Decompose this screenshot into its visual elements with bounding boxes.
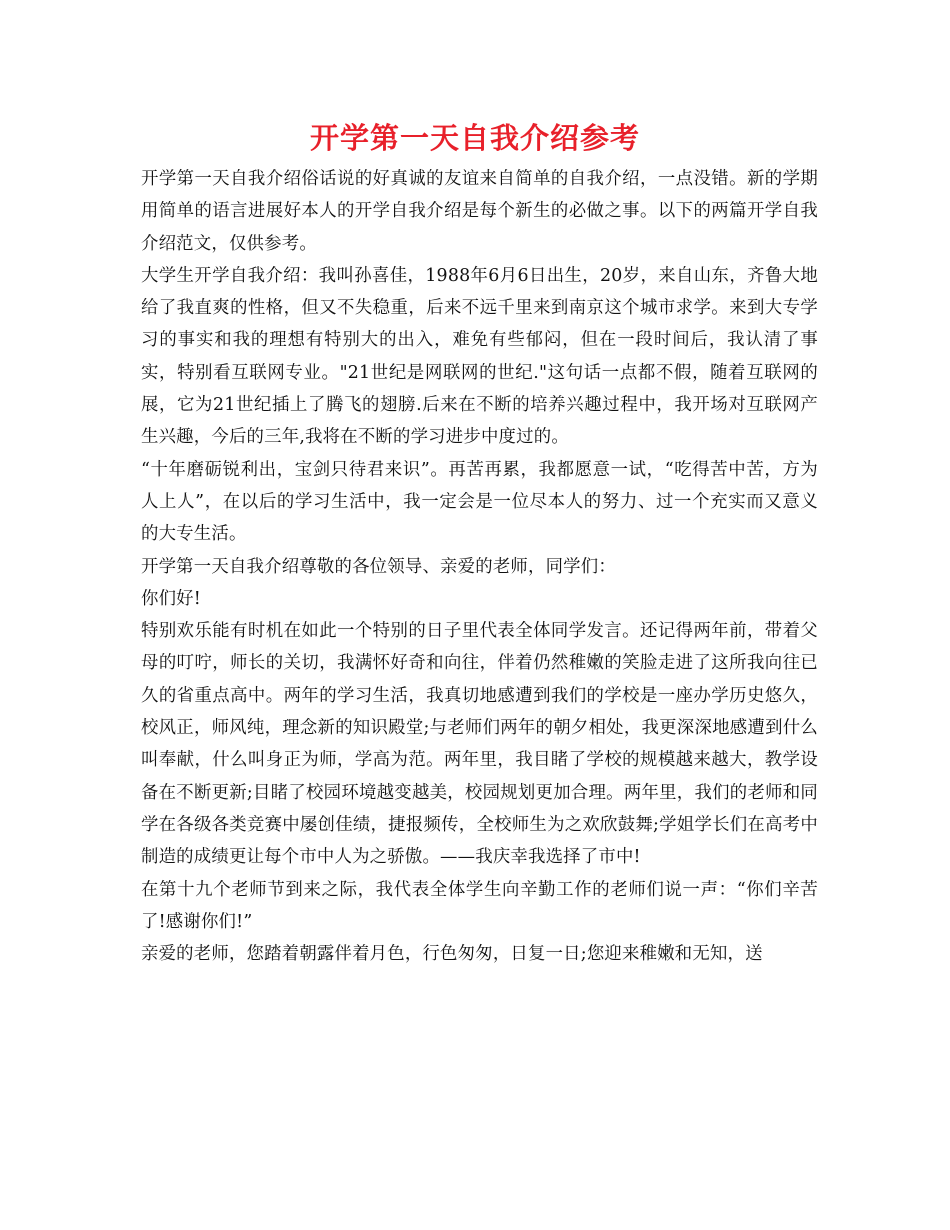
paragraph-speech-body: 特别欢乐能有时机在如此一个特别的日子里代表全体同学发言。还记得两年前，带着父母的叮咛，师长的关切，我满怀好奇和向往，伴着仍然稚嫩的笑脸走进了这所我向往已久的省重点高中。两年的学习生活，我真切地感遭到我们的学校是一座办学历史悠久，校风正，师风纯，理念新的知识殿堂;与老师们两年的朝夕相处，我更深深地感遭到什么叫奉献，什么叫身正为师，学高为范。两年里，我目睹了学校的规模越来越大，教学设备在不断更新;目睹了校园环境越变越美，校园规划更加合理。两年里，我们的老师和同学在各级各类竞赛中屡创佳绩，捷报频传，全校师生为之欢欣鼓舞;学姐学长们在高考中制造的成绩更让每个市中人为之骄傲。——我庆幸我选择了市中!	[141, 621, 818, 868]
document-body	[141, 163, 818, 970]
paragraph-motto: “十年磨砺锐利出，宝剑只待君来识”。再苦再累，我都愿意一试，“吃得苦中苦，方为人上人”，在以后的学习生活中，我一定会是一位尽本人的努力、过一个充实而又意义的大专生活。	[141, 459, 818, 545]
paragraph-intro: 开学第一天自我介绍俗话说的好真诚的友谊来自简单的自我介绍，一点没错。新的学期用简单的语言进展好本人的开学自我介绍是每个新生的必做之事。以下的两篇开学自我介绍范文，仅供参考。	[141, 169, 818, 254]
paragraph-speech-greeting: 开学第一天自我介绍尊敬的各位领导、亲爱的老师，同学们：	[141, 556, 616, 577]
paragraph-hello: 你们好!	[141, 588, 201, 609]
paragraph-dear-teachers: 亲爱的老师，您踏着朝露伴着月色，行色匆匆，日复一日;您迎来稚嫩和无知，送	[141, 944, 763, 965]
paragraph-college-intro: 大学生开学自我介绍：我叫孙喜佳，1988年6月6日出生，20岁，来自山东，齐鲁大地给了我直爽的性格，但又不失稳重，后来不远千里来到南京这个城市求学。来到大专学习的事实和我的理想有特别大的出入，难免有些郁闷，但在一段时间后，我认清了事实，特别看互联网专业。"21世纪是网联网的世纪."这句话一点都不假，随着互联网的展，它为21世纪插上了腾飞的翅膀.后来在不断的培养兴趣过程中，我开场对互联网产生兴趣，今后的三年,我将在不断的学习进步中度过的。	[141, 265, 818, 448]
paragraph-teachers-day: 在第十九个老师节到来之际，我代表全体学生向辛勤工作的老师们说一声：“你们辛苦了!感谢你们!”	[141, 879, 818, 932]
document-title: 开学第一天自我介绍参考	[309, 121, 640, 155]
